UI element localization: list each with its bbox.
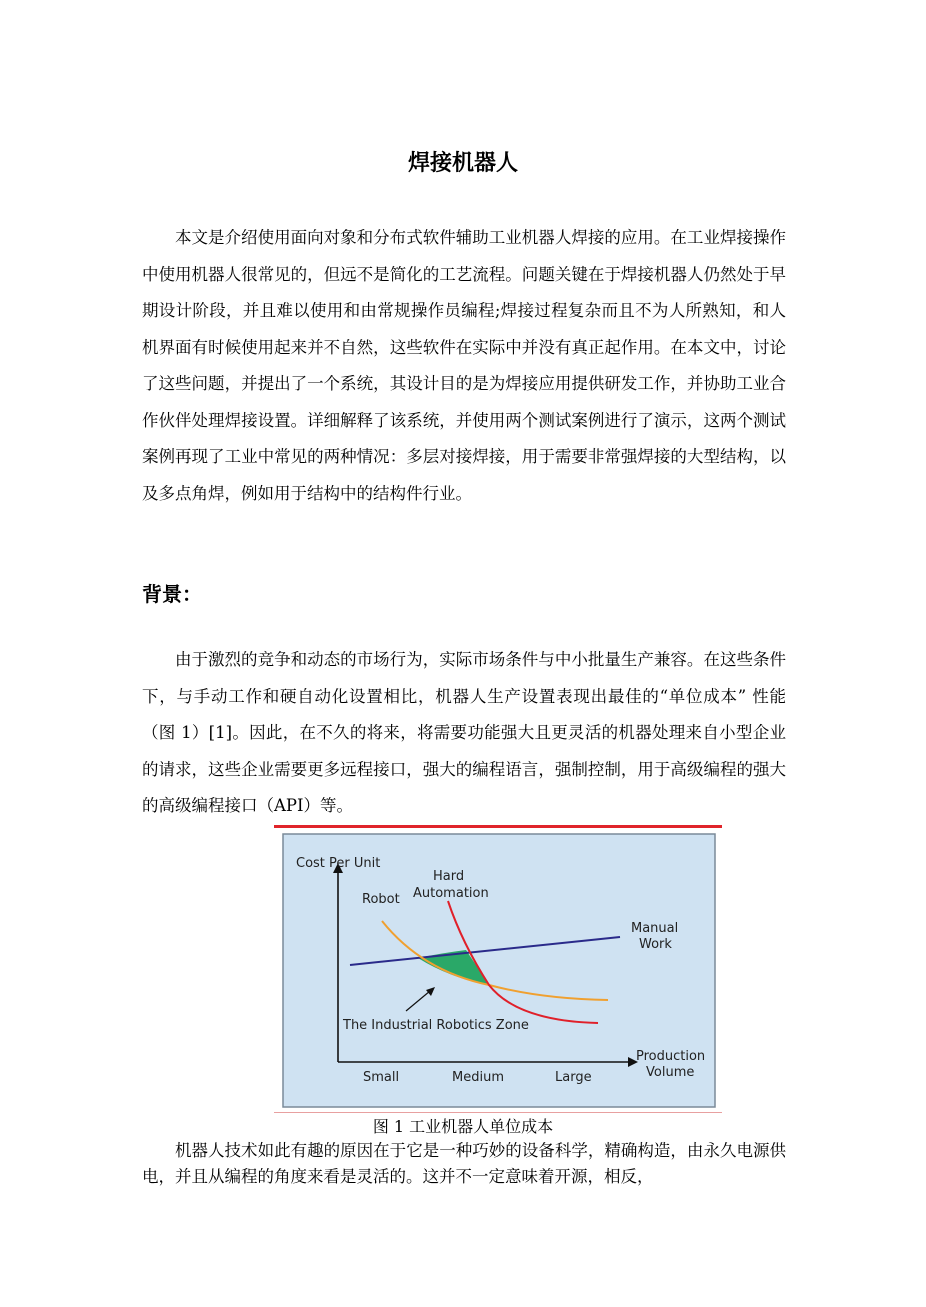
figure-bottom-border bbox=[274, 1112, 722, 1113]
legend-manual-work-label-line1: Manual bbox=[631, 921, 679, 936]
x-axis-label-line1: Production bbox=[636, 1049, 706, 1064]
legend-manual-work-label-line2: Work bbox=[639, 937, 672, 952]
x-axis-label-line2: Volume bbox=[646, 1065, 695, 1080]
zone-annotation-label: The Industrial Robotics Zone bbox=[343, 1018, 529, 1033]
legend-hard-automation-label-line1: Hard bbox=[433, 869, 465, 884]
x-tick-small: Small bbox=[363, 1070, 400, 1085]
cost-per-unit-chart bbox=[282, 833, 716, 1108]
closing-paragraph: 机器人技术如此有趣的原因在于它是一种巧妙的设备科学，精确构造，由永久电源供电，并且从编程的角度来看是灵活的。这并不一定意味着开源，相反， bbox=[142, 1141, 786, 1186]
legend-hard-automation-label-line2: Automation bbox=[413, 886, 489, 901]
page-title: 焊接机器人 bbox=[407, 151, 518, 176]
x-tick-medium: Medium bbox=[452, 1070, 504, 1085]
figure-caption: 图 1 工业机器人单位成本 bbox=[372, 1117, 554, 1136]
intro-paragraph: 本文是介绍使用面向对象和分布式软件辅助工业机器人焊接的应用。在工业焊接操作中使用机器人很常见的，但远不是简化的工艺流程。问题关键在于焊接机器人仍然处于早期设计阶段，并且难以使用和由常规操作员编程;焊接过程复杂而且不为人所熟知，和人机界面有时候使用起来并不自然，这些软件在实际中并没有真正起作用。在本文中，讨论了这些问题，并提出了一个系统，其设计目的是为焊接应用提供研发工作，并协助工业合作伙伴处理焊接设置。详细解释了该系统，并使用两个测试案例进行了演示，这两个测试案例再现了工业中常见的两种情况：多层对接焊接，用于需要非常强焊接的大型结构，以及多点角焊，例如用于结构中的结构件行业。 bbox=[142, 228, 786, 503]
x-tick-large: Large bbox=[555, 1070, 592, 1085]
section-heading-background: 背景： bbox=[142, 582, 202, 606]
y-axis-label: Cost Per Unit bbox=[296, 856, 381, 871]
background-paragraph: 由于激烈的竞争和动态的市场行为，实际市场条件与中小批量生产兼容。在这些条件下，与手动工作和硬自动化设置相比，机器人生产设置表现出最佳的“单位成本” 性能（图 1）[1]。因此，在不久的将来，将需要功能强大且更灵活的机器处理来自小型企业的请求，这些企业需要更多远程接口，强大的编程语言，强制控制，用于高级编程的强大的高级编程接口（API）等。 bbox=[142, 650, 786, 815]
legend-robot-label: Robot bbox=[362, 892, 400, 907]
figure-top-border bbox=[274, 825, 722, 828]
